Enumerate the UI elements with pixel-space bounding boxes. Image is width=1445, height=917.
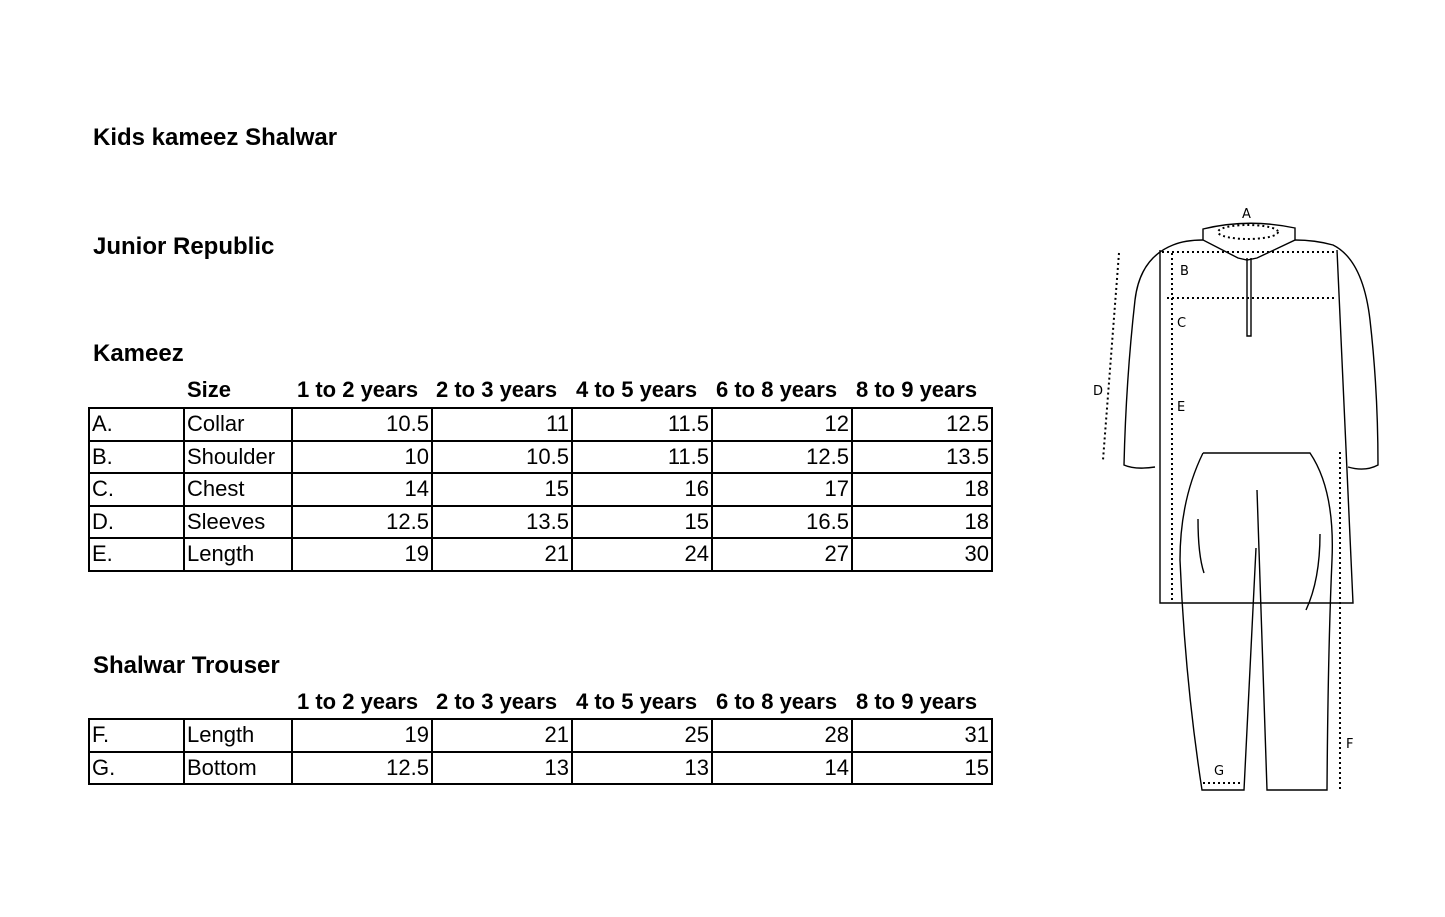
value-cell: 21 <box>432 538 572 571</box>
value-cell: 11.5 <box>572 408 712 441</box>
column-header: 8 to 9 years <box>856 377 978 402</box>
label-b: B <box>1180 264 1189 279</box>
size-label: Size <box>187 377 232 402</box>
code-cell: F. <box>89 719 184 752</box>
column-header: 6 to 8 years <box>716 689 838 714</box>
value-cell: 16 <box>572 473 712 506</box>
name-cell: Shoulder <box>184 441 292 474</box>
value-cell: 12.5 <box>292 752 432 785</box>
value-cell: 31 <box>852 719 992 752</box>
code-cell: D. <box>89 506 184 539</box>
column-header: 2 to 3 years <box>436 689 558 714</box>
value-cell: 13.5 <box>432 506 572 539</box>
code-cell: G. <box>89 752 184 785</box>
name-cell: Chest <box>184 473 292 506</box>
label-c: C <box>1177 316 1187 331</box>
column-header: 2 to 3 years <box>436 377 558 402</box>
value-cell: 10.5 <box>292 408 432 441</box>
value-cell: 16.5 <box>712 506 852 539</box>
value-cell: 17 <box>712 473 852 506</box>
column-header: 1 to 2 years <box>297 689 419 714</box>
column-header: 8 to 9 years <box>856 689 978 714</box>
label-e: E <box>1177 400 1186 415</box>
label-f: F <box>1346 737 1354 752</box>
value-cell: 11.5 <box>572 441 712 474</box>
value-cell: 12.5 <box>292 506 432 539</box>
name-cell: Length <box>184 538 292 571</box>
value-cell: 30 <box>852 538 992 571</box>
value-cell: 18 <box>852 506 992 539</box>
label-d: D <box>1093 384 1104 399</box>
code-cell: E. <box>89 538 184 571</box>
value-cell: 13.5 <box>852 441 992 474</box>
value-cell: 19 <box>292 719 432 752</box>
shalwar-heading: Shalwar Trouser <box>93 652 280 679</box>
value-cell: 28 <box>712 719 852 752</box>
value-cell: 13 <box>572 752 712 785</box>
value-cell: 25 <box>572 719 712 752</box>
value-cell: 27 <box>712 538 852 571</box>
value-cell: 10 <box>292 441 432 474</box>
value-cell: 24 <box>572 538 712 571</box>
name-cell: Sleeves <box>184 506 292 539</box>
value-cell: 15 <box>572 506 712 539</box>
value-cell: 12 <box>712 408 852 441</box>
value-cell: 15 <box>432 473 572 506</box>
code-cell: C. <box>89 473 184 506</box>
value-cell: 18 <box>852 473 992 506</box>
value-cell: 13 <box>432 752 572 785</box>
name-cell: Collar <box>184 408 292 441</box>
name-cell: Bottom <box>184 752 292 785</box>
column-header: 4 to 5 years <box>576 377 698 402</box>
kameez-outline <box>1124 223 1378 603</box>
value-cell: 12.5 <box>852 408 992 441</box>
value-cell: 21 <box>432 719 572 752</box>
value-cell: 10.5 <box>432 441 572 474</box>
column-header: 1 to 2 years <box>297 377 419 402</box>
name-cell: Length <box>184 719 292 752</box>
label-g: G <box>1214 764 1225 779</box>
kameez-heading: Kameez <box>93 340 184 367</box>
code-cell: A. <box>89 408 184 441</box>
value-cell: 12.5 <box>712 441 852 474</box>
measurement-lines <box>1103 225 1340 790</box>
label-a: A <box>1242 207 1251 222</box>
value-cell: 14 <box>712 752 852 785</box>
code-cell: B. <box>89 441 184 474</box>
value-cell: 15 <box>852 752 992 785</box>
column-header: 6 to 8 years <box>716 377 838 402</box>
brand-name: Junior Republic <box>93 233 275 260</box>
shalwar-outline <box>1180 453 1332 790</box>
value-cell: 19 <box>292 538 432 571</box>
page-title: Kids kameez Shalwar <box>93 124 338 151</box>
column-header: 4 to 5 years <box>576 689 698 714</box>
value-cell: 11 <box>432 408 572 441</box>
value-cell: 14 <box>292 473 432 506</box>
